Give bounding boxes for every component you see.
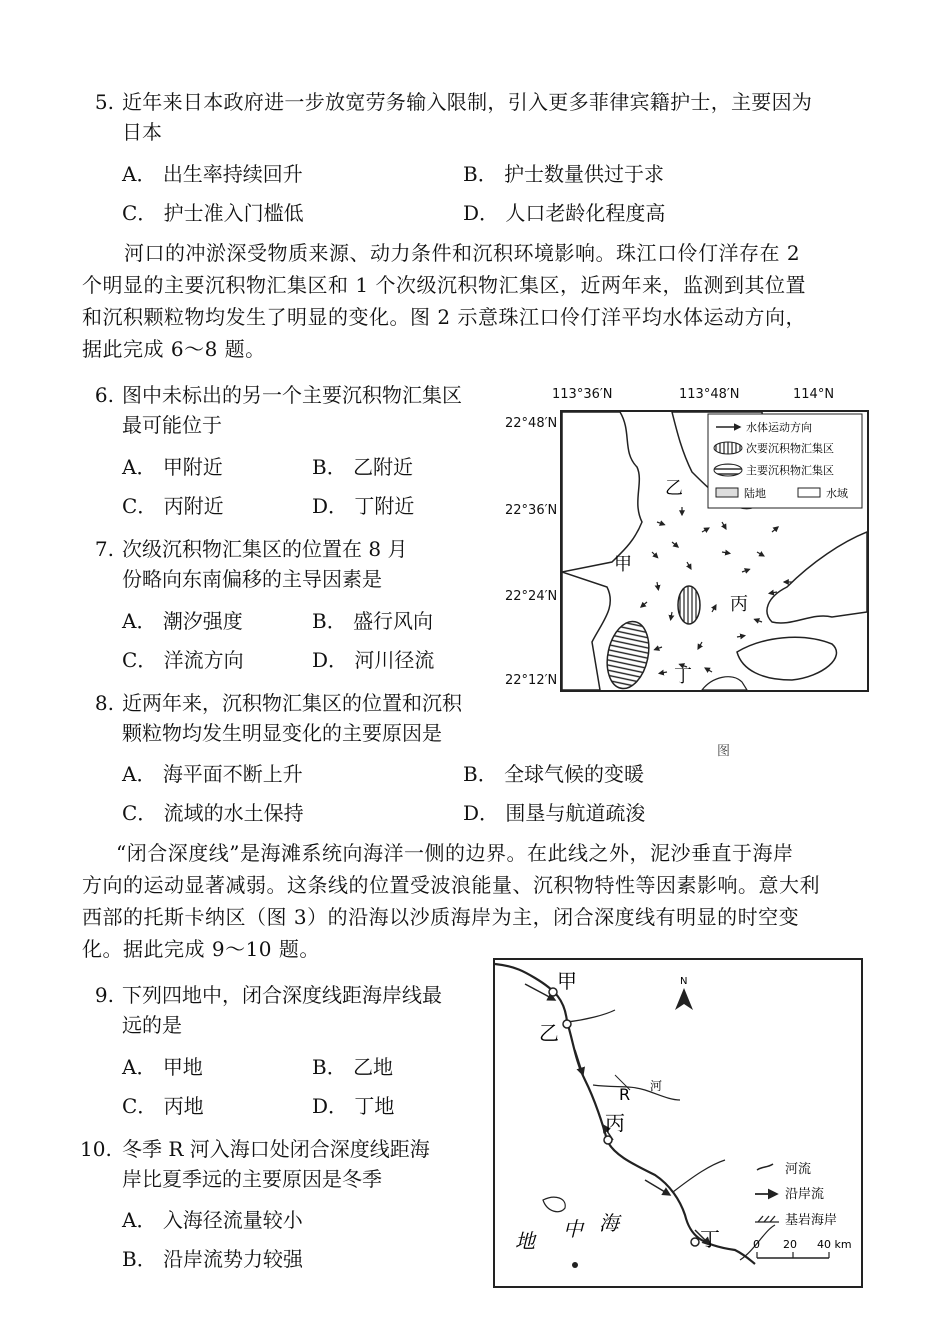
flow-arrow-icon xyxy=(652,552,658,558)
site-ding-marker xyxy=(691,1238,699,1246)
option-text: 出生率持续回升 xyxy=(162,162,303,186)
legend-secondary-label: 次要沉积物汇集区 xyxy=(746,442,834,455)
option-text: 盛行风向 xyxy=(353,609,434,633)
legend-land-label: 陆地 xyxy=(744,487,766,500)
river-legend-icon xyxy=(757,1164,773,1170)
sea-label-char: 海 xyxy=(599,1211,619,1235)
option-letter: D． xyxy=(312,648,349,672)
river-r-letter: R xyxy=(619,1085,631,1104)
place-bing-label: 丙 xyxy=(730,594,748,615)
scale-label: 20 xyxy=(783,1238,797,1251)
flow-arrow-icon xyxy=(698,642,702,649)
sea-label-char: 中 xyxy=(563,1217,583,1241)
q6-option-a[interactable] xyxy=(122,453,223,481)
flow-arrow-icon xyxy=(672,542,678,547)
q8-stem-line1: 近两年来，沉积物汇集区的位置和沉积 xyxy=(122,691,462,715)
map2-lat-label: 22°24′N xyxy=(505,589,558,604)
flow-arrow-icon xyxy=(659,672,667,673)
option-text: 丁地 xyxy=(354,1094,395,1118)
flow-arrow-icon xyxy=(722,522,726,529)
island xyxy=(543,1197,565,1212)
option-letter: A． xyxy=(122,1055,157,1079)
passage-line: 西部的托斯卡纳区（图 3）的沿海以沙质海岸为主，闭合深度线有明显的时空变 xyxy=(82,905,800,929)
flow-arrow-icon xyxy=(641,602,647,607)
place-ding-label: 丁 xyxy=(674,666,692,687)
flow-arrow-icon xyxy=(687,562,691,569)
option-letter: D． xyxy=(312,1094,349,1118)
river-r-line xyxy=(593,1085,680,1100)
site-bing-marker xyxy=(604,1136,612,1144)
q7-option-a[interactable] xyxy=(122,607,243,635)
q5-option-c[interactable] xyxy=(122,199,304,227)
q9-number: 9. xyxy=(94,983,114,1007)
place-bing-label: 丙 xyxy=(605,1111,625,1135)
map2-lat-label: 22°48′N xyxy=(505,416,558,431)
option-letter: D． xyxy=(463,201,500,225)
passage-closure-depth xyxy=(82,837,862,965)
q8-option-b[interactable] xyxy=(463,760,644,788)
place-jia-label: 甲 xyxy=(557,969,577,993)
q10-stem-line1: 冬季 R 河入海口处闭合深度线距海 xyxy=(122,1137,430,1161)
secondary-zone-icon xyxy=(714,442,742,454)
option-letter: C． xyxy=(122,801,158,825)
flow-arrow-icon xyxy=(722,552,730,553)
q9-option-c[interactable] xyxy=(122,1092,204,1120)
flow-arrow-icon xyxy=(702,528,709,532)
islet xyxy=(572,1262,578,1268)
option-letter: D． xyxy=(312,494,349,518)
current-arrow-icon xyxy=(575,1050,583,1075)
passage-line: 和沉积颗粒物均发生了明显的变化。图 2 示意珠江口伶仃洋平均水体运动方向， xyxy=(82,305,806,329)
map2-lon-label: 113°36′N xyxy=(552,387,613,402)
place-yi-label: 乙 xyxy=(665,478,683,499)
island-small xyxy=(702,677,747,690)
q6-stem-line1: 图中未标出的另一个主要沉积物汇集区 xyxy=(122,383,462,407)
legend-primary-label: 主要沉积物汇集区 xyxy=(746,464,834,477)
option-text: 流域的水土保持 xyxy=(163,801,304,825)
option-text: 入海径流量较小 xyxy=(162,1208,303,1232)
q8-option-d[interactable] xyxy=(463,799,645,827)
legend-river-label: 河流 xyxy=(785,1162,812,1177)
flow-arrow-icon xyxy=(772,527,778,532)
flow-arrow-icon xyxy=(769,592,777,593)
option-letter: D． xyxy=(463,801,500,825)
option-letter: B． xyxy=(312,609,347,633)
river-line xyxy=(567,1010,615,1022)
q5-stem-line1: 近年来日本政府进一步放宽劳务输入限制，引入更多菲律宾籍护士，主要因为 xyxy=(122,90,813,114)
option-letter: A． xyxy=(122,455,157,479)
q10-number: 10. xyxy=(80,1137,112,1161)
passage-line: “闭合深度线”是海滩系统向海洋一侧的边界。在此线之外，泥沙垂直于海岸 xyxy=(116,841,794,865)
option-text: 海平面不断上升 xyxy=(162,762,303,786)
option-text: 护士准入门槛低 xyxy=(163,201,304,225)
option-text: 丁附近 xyxy=(354,494,415,518)
sea-label-char: 地 xyxy=(515,1229,535,1253)
option-text: 人口老龄化程度高 xyxy=(505,201,666,225)
primary-zone-icon xyxy=(714,464,742,476)
passage-line: 据此完成 6～8 题。 xyxy=(82,337,266,361)
map2-drawing xyxy=(562,412,867,690)
option-letter: C． xyxy=(122,201,158,225)
option-text: 甲地 xyxy=(162,1055,203,1079)
q7-option-c[interactable] xyxy=(122,646,244,674)
flow-arrow-icon xyxy=(654,647,662,650)
option-letter: B． xyxy=(463,162,498,186)
option-letter: C． xyxy=(122,494,158,518)
passage-line: 个明显的主要沉积物汇集区和 1 个次级沉积物汇集区，近两年来，监测到其位置 xyxy=(82,273,806,297)
map2-lon-label: 114°N xyxy=(793,387,835,402)
q9-stem-line1: 下列四地中，闭合深度线距海岸线最 xyxy=(122,983,442,1007)
option-text: 沿岸流势力较强 xyxy=(163,1247,304,1271)
option-letter: B． xyxy=(463,762,498,786)
option-letter: A． xyxy=(122,609,157,633)
q6-stem-line2: 最可能位于 xyxy=(122,413,222,437)
flow-arrow-icon xyxy=(712,605,716,612)
q5-stem-line2: 日本 xyxy=(122,120,162,144)
q10-option-b[interactable] xyxy=(122,1245,303,1273)
map2-pearl-river-estuary xyxy=(560,410,869,692)
map3-drawing xyxy=(495,960,861,1286)
map2-lat-label: 22°12′N xyxy=(505,673,558,688)
map2-caption: 图 xyxy=(717,744,731,759)
q8-option-c[interactable] xyxy=(122,799,304,827)
place-yi-label: 乙 xyxy=(539,1021,559,1045)
q6-option-d[interactable] xyxy=(312,492,414,520)
flow-arrow-icon xyxy=(742,569,750,572)
q7-stem-line1: 次级沉积物汇集区的位置在 8 月 xyxy=(122,537,408,561)
land-swatch-icon xyxy=(716,488,738,497)
q5-option-d[interactable] xyxy=(463,199,665,227)
passage-line: 河口的冲淤深受物质来源、动力条件和沉积环境影响。珠江口伶仃洋存在 2 xyxy=(124,241,801,265)
flow-arrow-icon xyxy=(671,612,672,620)
north-label: N xyxy=(680,976,688,987)
secondary-deposition-zone xyxy=(678,586,700,624)
q7-stem-line2: 份略向东南偏移的主导因素是 xyxy=(122,567,382,591)
flow-arrow-icon xyxy=(657,522,665,525)
land-west-lower xyxy=(562,572,610,690)
option-text: 护士数量供过于求 xyxy=(504,162,665,186)
q5-option-a[interactable] xyxy=(122,160,303,188)
place-ding-label: 丁 xyxy=(700,1227,720,1251)
q10-option-a[interactable] xyxy=(122,1206,303,1234)
q8-number: 8. xyxy=(94,691,114,715)
island-south xyxy=(737,637,836,680)
place-jia-label: 甲 xyxy=(614,554,632,575)
current-arrow-icon xyxy=(645,1180,670,1195)
q9-option-d[interactable] xyxy=(312,1092,394,1120)
option-text: 丙地 xyxy=(163,1094,204,1118)
q7-option-d[interactable] xyxy=(312,646,434,674)
q8-stem-line2: 颗粒物均发生明显变化的主要原因是 xyxy=(122,721,442,745)
q9-option-a[interactable] xyxy=(122,1053,203,1081)
q5-number: 5. xyxy=(94,90,114,114)
primary-deposition-zone xyxy=(601,618,654,690)
site-yi-marker xyxy=(563,1020,571,1028)
option-text: 洋流方向 xyxy=(163,648,244,672)
option-letter: B． xyxy=(312,1055,347,1079)
q9-stem-line2: 远的是 xyxy=(122,1013,182,1037)
q6-option-c[interactable] xyxy=(122,492,224,520)
passage-pearl-river xyxy=(82,237,862,365)
q7-option-b[interactable] xyxy=(312,607,433,635)
site-jia-marker xyxy=(549,988,557,996)
flow-arrow-icon xyxy=(705,668,712,672)
option-letter: B． xyxy=(312,455,347,479)
option-text: 乙地 xyxy=(353,1055,394,1079)
option-text: 围垦与航道疏浚 xyxy=(505,801,646,825)
flow-arrow-icon xyxy=(754,619,762,622)
land-west-upper xyxy=(562,412,642,572)
scale-label: 0 xyxy=(753,1238,760,1251)
option-letter: C． xyxy=(122,1094,158,1118)
legend-current-label: 沿岸流 xyxy=(785,1187,825,1202)
flow-arrow-icon xyxy=(757,552,764,556)
land-east xyxy=(767,532,867,623)
water-swatch-icon xyxy=(798,488,820,497)
river-line xyxy=(673,1160,725,1192)
option-letter: C． xyxy=(122,648,158,672)
rock-coast-legend-icon xyxy=(755,1216,779,1222)
q6-number: 6. xyxy=(94,383,114,407)
option-letter: A． xyxy=(122,1208,157,1232)
river-r-char: 河 xyxy=(650,1079,663,1093)
option-letter: A． xyxy=(122,162,157,186)
option-text: 丙附近 xyxy=(163,494,224,518)
q8-option-a[interactable] xyxy=(122,760,303,788)
legend-water-label: 水域 xyxy=(826,487,848,500)
flow-arrow-icon xyxy=(657,582,658,590)
legend-rock-label: 基岩海岸 xyxy=(785,1213,838,1228)
option-letter: A． xyxy=(122,762,157,786)
q5-option-b[interactable] xyxy=(463,160,664,188)
scale-label: 40 km xyxy=(817,1238,852,1251)
option-text: 潮汐强度 xyxy=(162,609,243,633)
q9-option-b[interactable] xyxy=(312,1053,393,1081)
q7-number: 7. xyxy=(94,537,114,561)
coastline xyxy=(495,964,755,1264)
q10-stem-line2: 岸比夏季远的主要原因是冬季 xyxy=(122,1167,382,1191)
option-text: 河川径流 xyxy=(354,648,435,672)
map3-tuscany-coast xyxy=(493,958,863,1288)
legend-flow-label: 水体运动方向 xyxy=(746,421,812,434)
flow-arrow-icon xyxy=(737,636,745,637)
map2-lon-label: 113°48′N xyxy=(679,387,740,402)
option-text: 甲附近 xyxy=(162,455,223,479)
option-text: 乙附近 xyxy=(353,455,414,479)
map2-lat-label: 22°36′N xyxy=(505,503,558,518)
north-arrow-icon xyxy=(675,988,693,1010)
option-letter: B． xyxy=(122,1247,157,1271)
passage-line: 方向的运动显著减弱。这条线的位置受波浪能量、沉积物特性等因素影响。意大利 xyxy=(82,873,820,897)
option-text: 全球气候的变暖 xyxy=(504,762,645,786)
q6-option-b[interactable] xyxy=(312,453,413,481)
passage-line: 化。据此完成 9～10 题。 xyxy=(82,937,320,961)
